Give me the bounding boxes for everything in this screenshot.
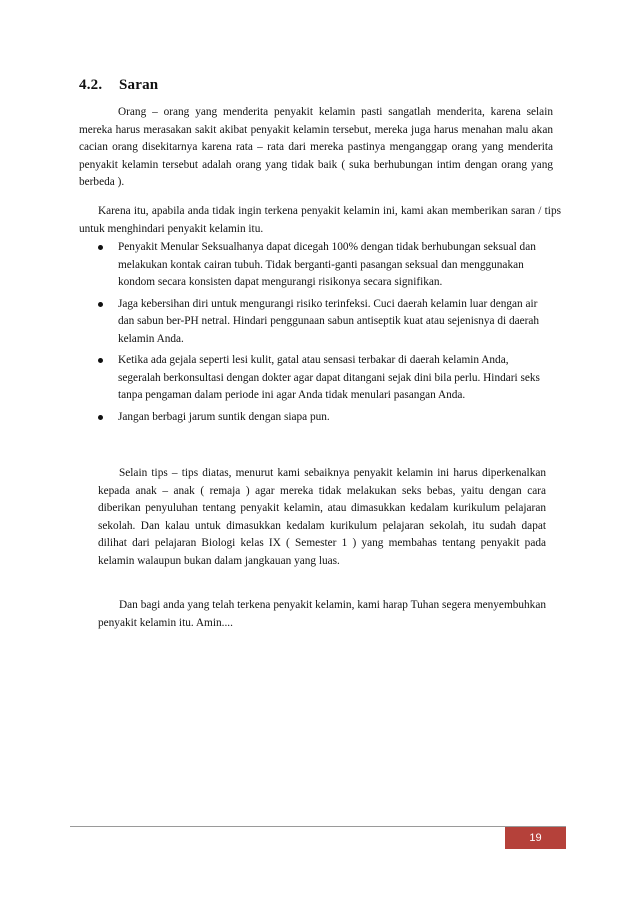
list-item-text: Jaga kebersihan diri untuk mengurangi risiko terinfeksi. Cuci daerah kelamin luar dengan air dan sabun ber-PH netral. Hindari penggunaan sabun antiseptik kuat atau sejenisnya di daerah kelamin Anda.: [118, 297, 540, 345]
list-item: [96, 239, 546, 292]
bullet-icon: [98, 245, 103, 250]
list-item: [96, 352, 546, 405]
list-item: [96, 296, 546, 349]
paragraph-education: Selain tips – tips diatas, menurut kami sebaiknya penyakit kelamin ini harus diperkenalkan kepada anak – anak ( remaja ) agar mereka tidak melakukan seks bebas, yaitu dengan cara diberikan penyuluhan tentang penyakit kelamin, atau dimasukkan kedalam kurikulum pelajaran sekolah. Dan kalau untuk dimasukkan kedalam kurikulum pelajaran sekolah, itu sudah dapat dilihat dari pelajaran Biologi kelas IX ( Semester 1 ) yang membahas tentang penyakit pada kelamin walaupun bukan dalam jangkauan yang luas.: [98, 467, 546, 567]
list-item: [96, 409, 546, 427]
paragraph-intro: Orang – orang yang menderita penyakit kelamin pasti sangatlah menderita, karena selain mereka harus merasakan sakit akibat penyakit kelamin tersebut, mereka juga harus menahan malu akan cacian orang disekitarnya karena rata – rata dari mereka pastinya menganggap orang yang menderita penyakit kelamin tersebut adalah orang yang tidak baik ( suka berhubungan intim dengan orang yang berbeda ).: [79, 106, 553, 188]
list-item-text: Ketika ada gejala seperti lesi kulit, gatal atau sensasi terbakar di daerah kelamin Anda, segeralah berkonsultasi dengan dokter agar dapat ditangani sejak dini bila perlu. Hindari seks tanpa pengaman dalam periode ini agar Anda tidak menulari pasangan Anda.: [118, 354, 540, 401]
paragraph-closing: Dan bagi anda yang telah terkena penyakit kelamin, kami harap Tuhan segera menyembuhkan penyakit kelamin itu. Amin....: [98, 599, 546, 629]
footer-divider: [70, 826, 566, 827]
list-item-text: Jangan berbagi jarum suntik dengan siapa pun.: [118, 410, 330, 423]
tips-list: [96, 239, 546, 430]
page-number-badge: 19: [505, 827, 566, 849]
section-number: 4.2.: [79, 77, 103, 93]
paragraph-tips-intro: Karena itu, apabila anda tidak ingin terkena penyakit kelamin ini, kami akan memberikan saran / tips untuk menghindari penyakit kelamin itu.: [79, 205, 561, 235]
section-title: Saran: [119, 77, 159, 93]
list-item-text: Penyakit Menular Seksualhanya dapat dicegah 100% dengan tidak berhubungan seksual dan melakukan kontak cairan tubuh. Tidak berganti-ganti pasangan seksual dan menggunakan kondom secara konsisten dapat mengurangi risikonya secara signifikan.: [118, 241, 536, 288]
bullet-icon: [98, 302, 103, 307]
bullet-icon: [98, 415, 103, 420]
bullet-icon: [98, 358, 103, 363]
section-heading: [79, 77, 158, 94]
